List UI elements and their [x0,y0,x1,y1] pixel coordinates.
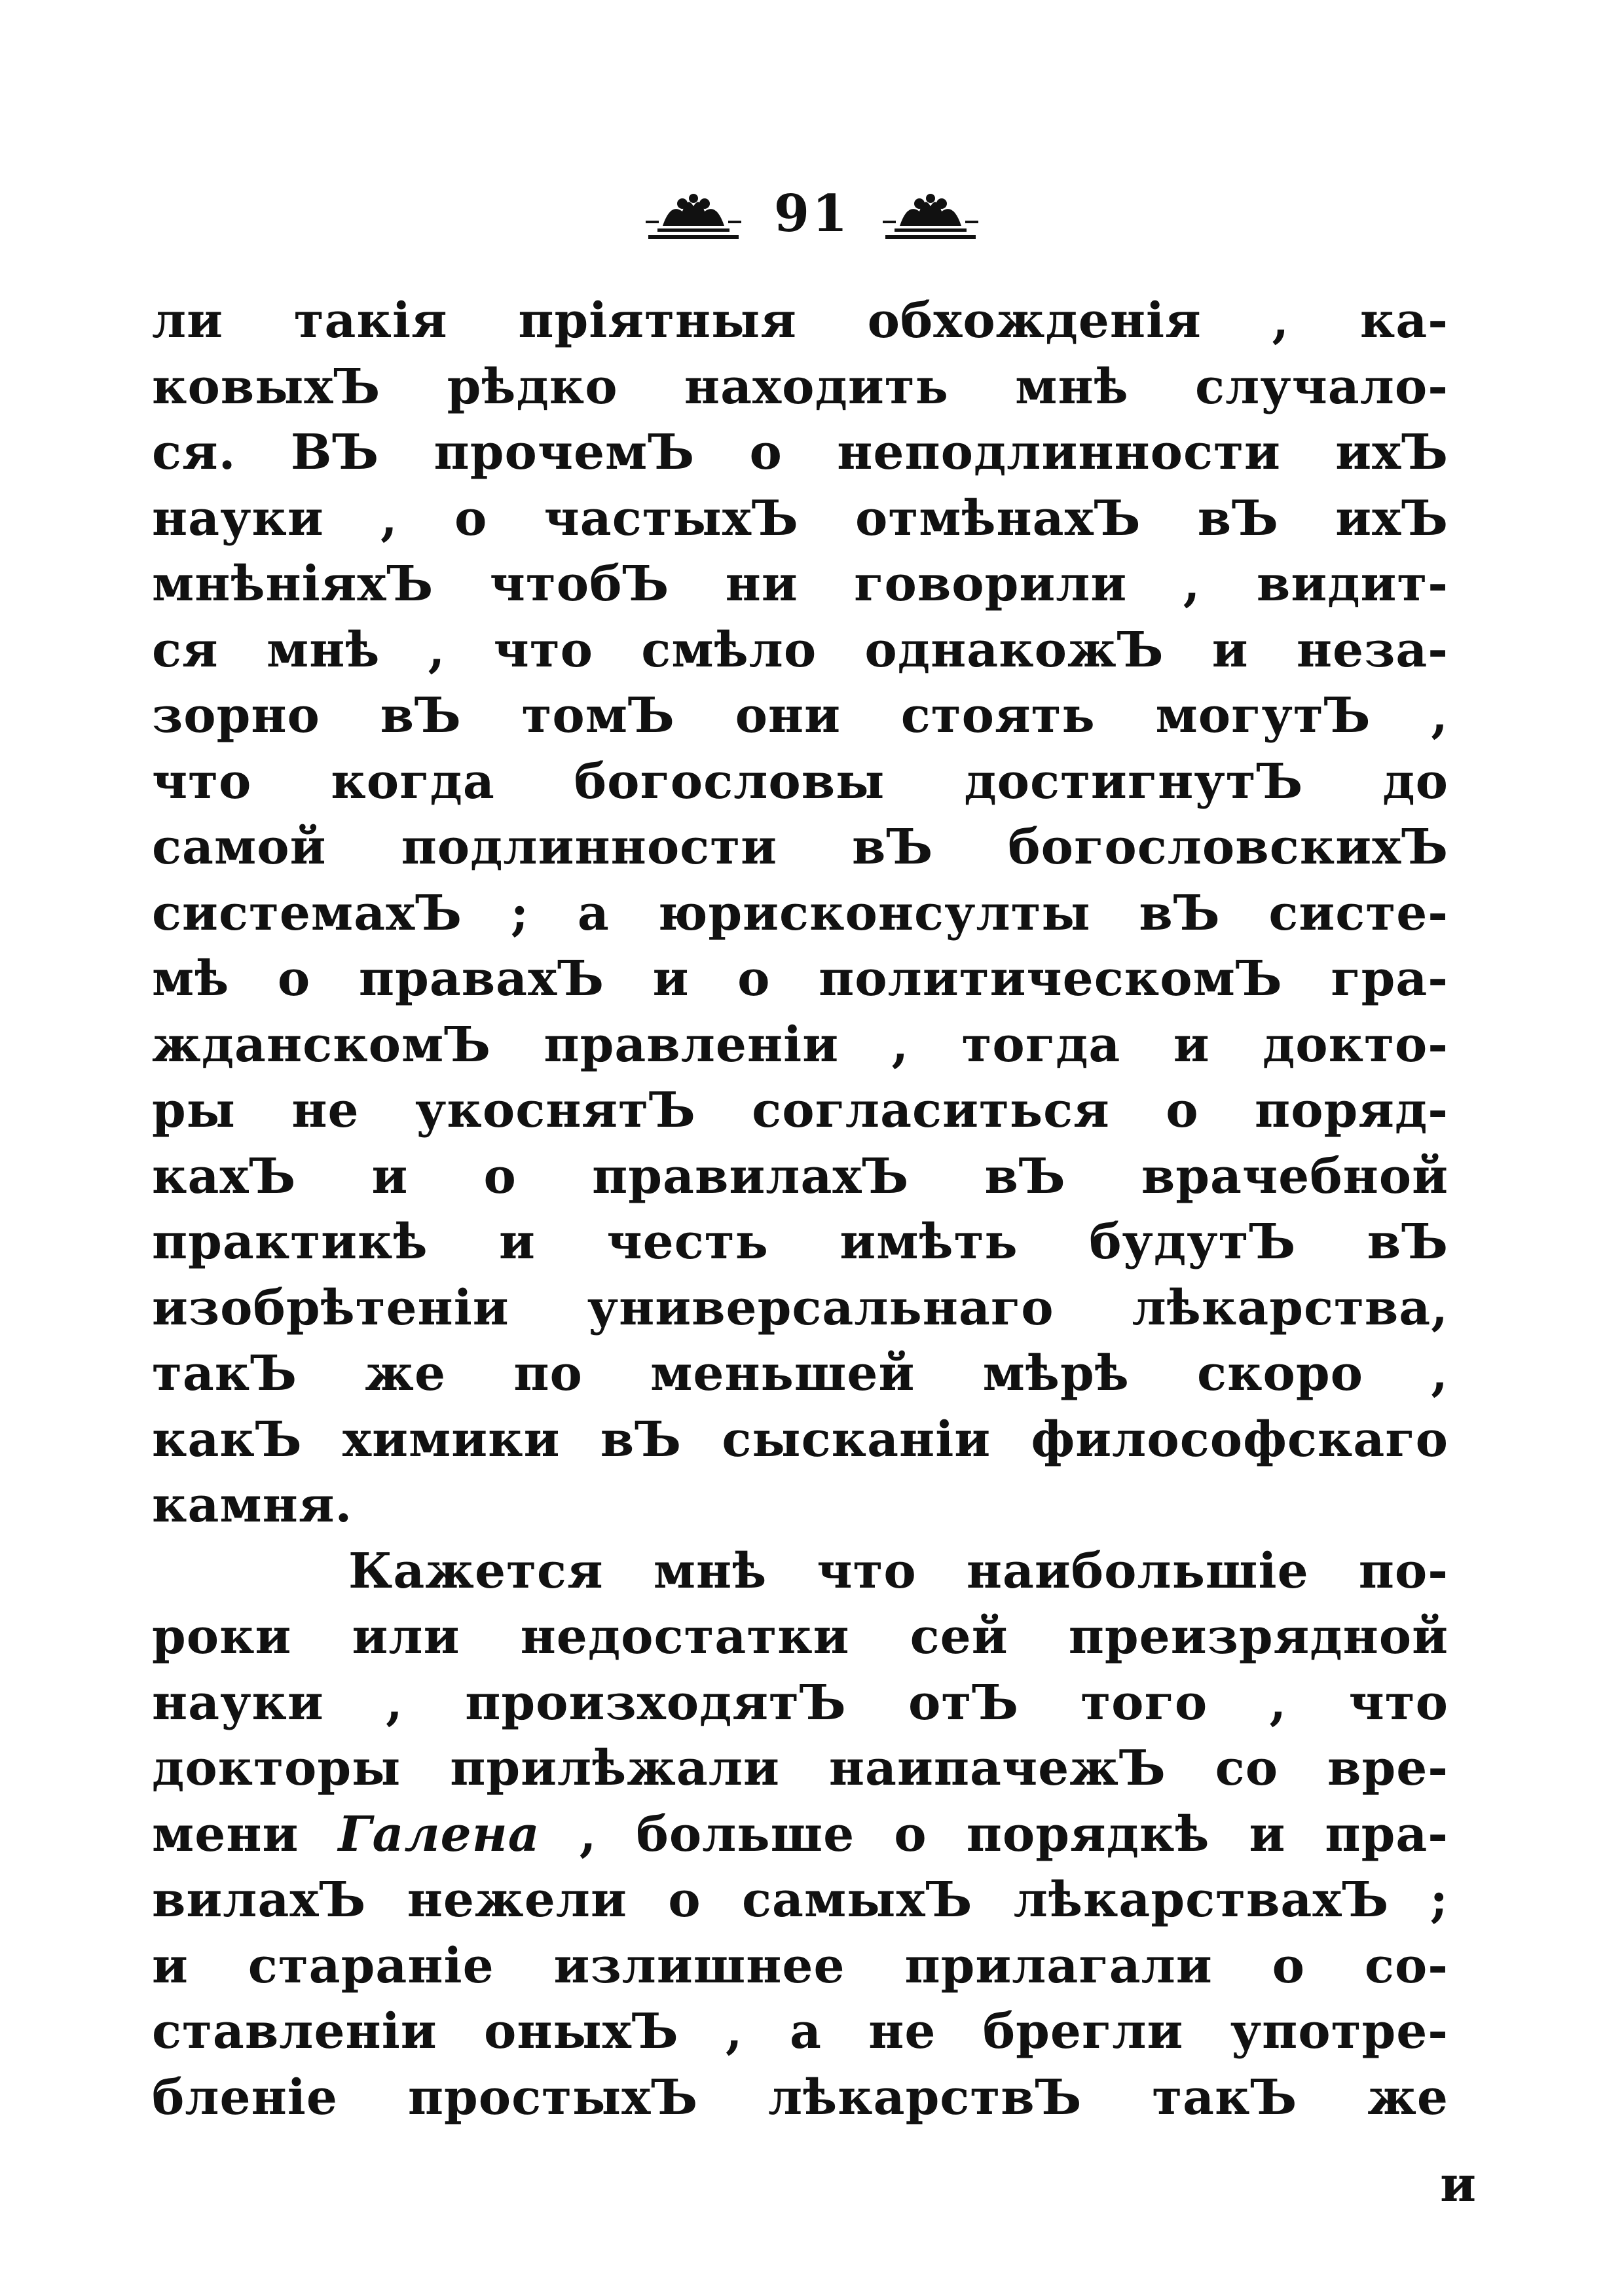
text-line: мѣ о правахЪ и о политическомЪ гра- [152,951,1449,1007]
crown-ornament-icon [881,183,980,246]
page-number: 91 [773,184,851,244]
text-fragment: , больше о порядкѣ и пра- [540,1806,1449,1863]
text-line: науки , о частыхЪ отмѣнахЪ вЪ ихЪ [152,490,1449,547]
text-line: системахЪ ; а юрисконсулты вЪ систе- [152,884,1449,941]
text-line: какЪ химики вЪ сысканіи философскаго [152,1411,1449,1468]
text-line: ся мнѣ , что смѣло однакожЪ и неза- [152,621,1449,678]
text-line: самой подлинности вЪ богословскихЪ [152,819,1449,875]
text-line [152,1802,1449,1868]
text-line: практикѣ и честь имѣть будутЪ вЪ [152,1214,1449,1270]
text-line: ставленіи оныхЪ , а не брегли употре- [152,2003,1449,2060]
text-line: жданскомЪ правленіи , тогда и докто- [152,1016,1449,1073]
text-line: ли такія пріятныя обхожденія , ка- [152,293,1449,349]
text-line: роки или недостатки сей преизрядной [152,1609,1449,1665]
text-line: зорно вЪ томЪ они стоять могутЪ , [152,687,1449,744]
text-line: ковыхЪ рѣдко находить мнѣ случало- [152,358,1449,415]
text-line: науки , произходятЪ отЪ того , что [152,1674,1449,1731]
text-line: изобрѣтеніи универсальнаго лѣкарства, [152,1279,1449,1336]
crown-ornament-icon [644,183,743,246]
text-fragment: мени [152,1806,339,1863]
text-line: кахЪ и о правилахЪ вЪ врачебной [152,1148,1449,1205]
text-line: вилахЪ нежели о самыхЪ лѣкарствахЪ ; [152,1872,1449,1928]
body-text [152,288,1449,2130]
text-line: такЪ же по меньшей мѣрѣ скоро , [152,1345,1449,1402]
text-line: Кажется мнѣ что наибольшіе по- [348,1542,1449,1599]
catchword: и [1440,2157,1476,2213]
text-line: что когда богословы достигнутЪ до [152,753,1449,810]
text-line: мнѣніяхЪ чтобЪ ни говорили , видит- [152,556,1449,612]
text-line: бленіе простыхЪ лѣкарствЪ такЪ же [152,2069,1449,2126]
text-line: и стараніе излишнее прилагали о со- [152,1937,1449,1994]
text-line: ры не укоснятЪ согласиться о поряд- [152,1082,1449,1139]
page-header [0,178,1624,250]
text-line: камня. [152,1477,353,1533]
text-line: докторы прилѣжали наипачежЪ со вре- [152,1740,1449,1796]
italic-name: Галена [338,1806,540,1863]
text-line: ся. ВЪ прочемЪ о неподлинности ихЪ [152,424,1449,481]
